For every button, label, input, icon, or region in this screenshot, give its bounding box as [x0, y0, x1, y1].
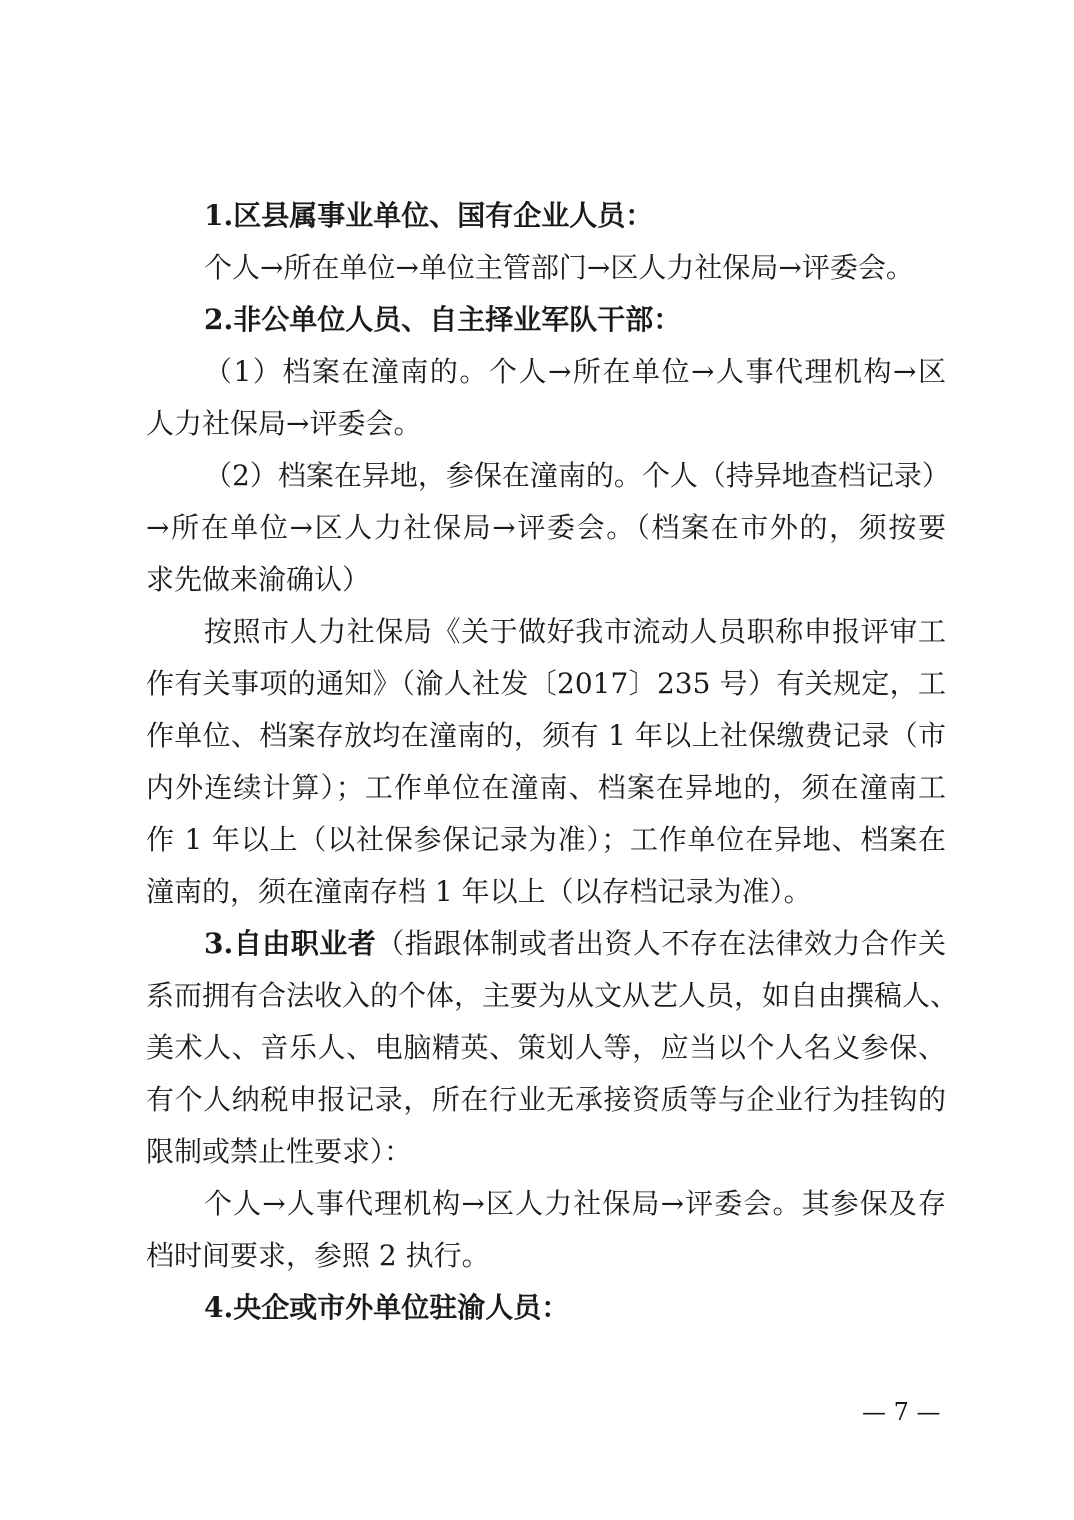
section-2-paragraph-3-line-2: 作有关事项的通知》（渝人社发〔2017〕235 号）有关规定，工 [146, 667, 946, 700]
section-2-paragraph-3-line-3: 作单位、档案存放均在潼南的，须有 1 年以上社保缴费记录（市 [146, 719, 946, 752]
document-page [146, 190, 959, 1334]
section-2-paragraph-1-line-1: （1）档案在潼南的。个人→所在单位→人事代理机构→区 [204, 355, 946, 388]
section-3-line-1 [146, 918, 946, 970]
section-2-paragraph-3-line-1: 按照市人力社保局《关于做好我市流动人员职称申报评审工 [204, 615, 946, 648]
section-4-heading: 4.央企或市外单位驻渝人员： [204, 1291, 570, 1324]
section-3-body-line-2: 档时间要求，参照 2 执行。 [146, 1239, 490, 1272]
section-2-paragraph-3-line-6: 潼南的，须在潼南存档 1 年以上（以存档记录为准）。 [146, 875, 812, 908]
section-3-line-1-text: （指跟体制或者出资人不存在法律效力合作关 [376, 927, 946, 960]
section-1-body: 个人→所在单位→单位主管部门→区人力社保局→评委会。 [204, 251, 914, 284]
section-2-paragraph-2-line-1: （2）档案在异地，参保在潼南的。个人（持异地查档记录） [204, 459, 950, 492]
section-3-heading: 3.自由职业者 [204, 927, 377, 960]
section-3-line-3: 美术人、音乐人、电脑精英、策划人等，应当以个人名义参保、 [146, 1031, 946, 1064]
section-3-body-line-1: 个人→人事代理机构→区人力社保局→评委会。其参保及存 [204, 1187, 946, 1220]
section-2-paragraph-2-line-3: 求先做来渝确认） [146, 563, 371, 596]
page-number: — 7 — [862, 1398, 941, 1426]
section-2-paragraph-2-line-2: →所在单位→区人力社保局→评委会。（档案在市外的，须按要 [146, 511, 946, 544]
section-2-heading: 2.非公单位人员、自主择业军队干部： [204, 303, 682, 336]
section-3-line-5: 限制或禁止性要求）： [146, 1135, 413, 1168]
section-1-heading: 1.区县属事业单位、国有企业人员： [204, 199, 654, 232]
section-2-paragraph-3-line-5: 作 1 年以上（以社保参保记录为准）；工作单位在异地、档案在 [146, 823, 946, 856]
section-2-paragraph-3-line-4: 内外连续计算）；工作单位在潼南、档案在异地的，须在潼南工 [146, 771, 946, 804]
section-2-paragraph-1-line-2: 人力社保局→评委会。 [146, 407, 422, 440]
section-3-line-4: 有个人纳税申报记录，所在行业无承接资质等与企业行为挂钩的 [146, 1083, 946, 1116]
section-3-line-2: 系而拥有合法收入的个体，主要为从文从艺人员，如自由撰稿人、 [146, 979, 959, 1012]
